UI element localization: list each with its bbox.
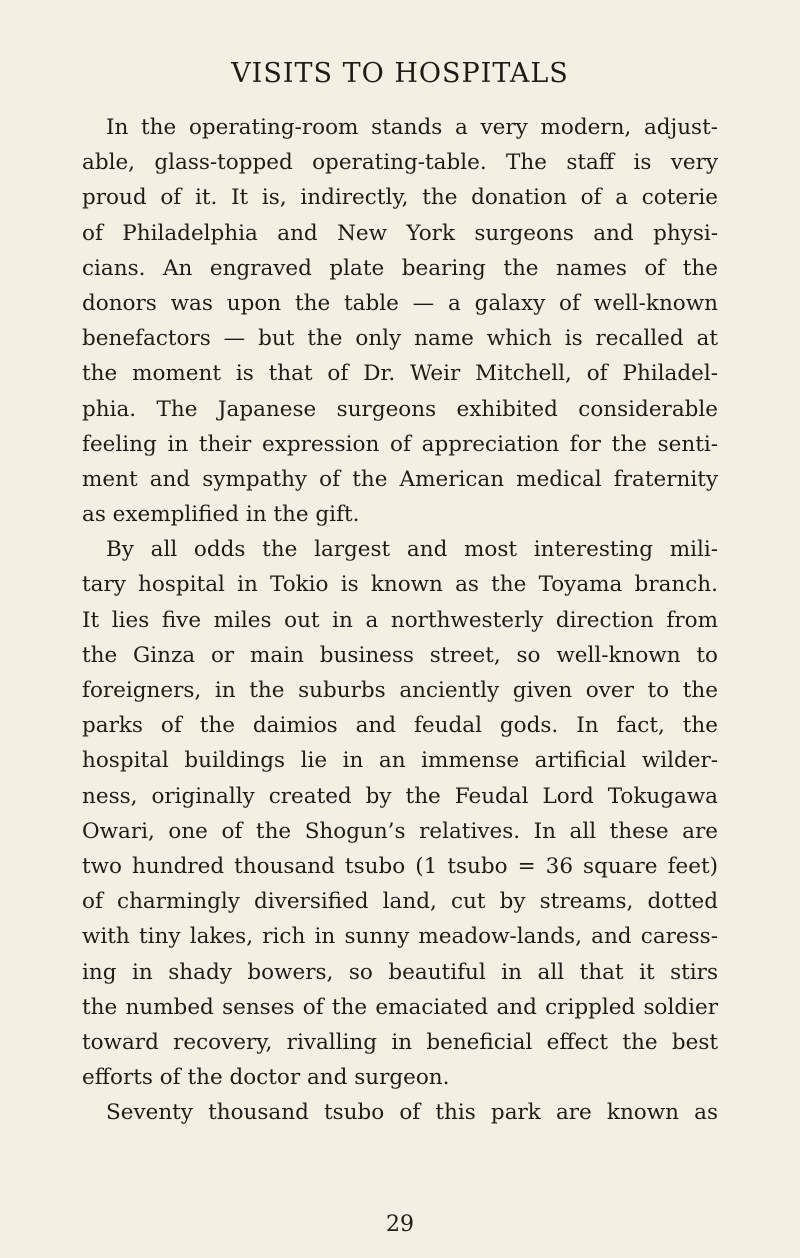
text-line: the Ginza or main business street, so well-known to — [82, 642, 718, 668]
text-line: benefactors — but the only name which is recalled at — [82, 326, 718, 352]
page-number: 29 — [386, 1212, 414, 1237]
text-line: feeling in their expression of appreciation for the senti- — [82, 431, 718, 457]
body-text — [82, 110, 718, 1130]
text-line: efforts of the doctor and surgeon. — [82, 1065, 450, 1091]
text-line: two hundred thousand tsubo (1 tsubo = 36 square feet) — [82, 853, 718, 879]
text-line: as exemplified in the gift. — [82, 502, 360, 528]
text-line: able, glass-topped operating-table. The staff is very — [82, 150, 718, 176]
text-line: ment and sympathy of the American medical fraternity — [82, 466, 718, 492]
text-line: donors was upon the table — a galaxy of well-known — [82, 290, 718, 316]
running-head: VISITS TO HOSPITALS — [231, 58, 569, 89]
text-line: hospital buildings lie in an immense artificial wilder- — [82, 748, 718, 774]
text-line: the numbed senses of the emaciated and crippled soldier — [82, 994, 718, 1020]
text-line: the moment is that of Dr. Weir Mitchell, of Philadel- — [82, 361, 718, 387]
text-line: It lies five miles out in a northwesterly direction from — [82, 607, 718, 633]
text-line: By all odds the largest and most interesting mili- — [106, 537, 718, 563]
text-line: proud of it. It is, indirectly, the donation of a coterie — [82, 185, 718, 211]
text-line: with tiny lakes, rich in sunny meadow-lands, and caress- — [82, 924, 718, 950]
text-line: Seventy thousand tsubo of this park are known as — [106, 1100, 718, 1126]
text-line: toward recovery, rivalling in beneficial effect the best — [82, 1029, 718, 1055]
text-line: of Philadelphia and New York surgeons and physi- — [82, 220, 718, 246]
text-line: In the operating-room stands a very modern, adjust- — [106, 115, 718, 140]
text-line: foreigners, in the suburbs anciently given over to the — [82, 678, 718, 703]
text-line: phia. The Japanese surgeons exhibited considerable — [82, 396, 718, 422]
text-line: ing in shady bowers, so beautiful in all that it stirs — [82, 959, 718, 985]
text-line: cians. An engraved plate bearing the names of the — [82, 255, 718, 281]
text-line: Owari, one of the Shogun’s relatives. In all these are — [82, 818, 718, 844]
text-line: of charmingly diversified land, cut by streams, dotted — [82, 889, 718, 915]
text-line: tary hospital in Tokio is known as the Toyama branch. — [82, 572, 718, 598]
text-line: parks of the daimios and feudal gods. In fact, the — [82, 713, 718, 739]
text-line: ness, originally created by the Feudal Lord Tokugawa — [82, 783, 718, 809]
